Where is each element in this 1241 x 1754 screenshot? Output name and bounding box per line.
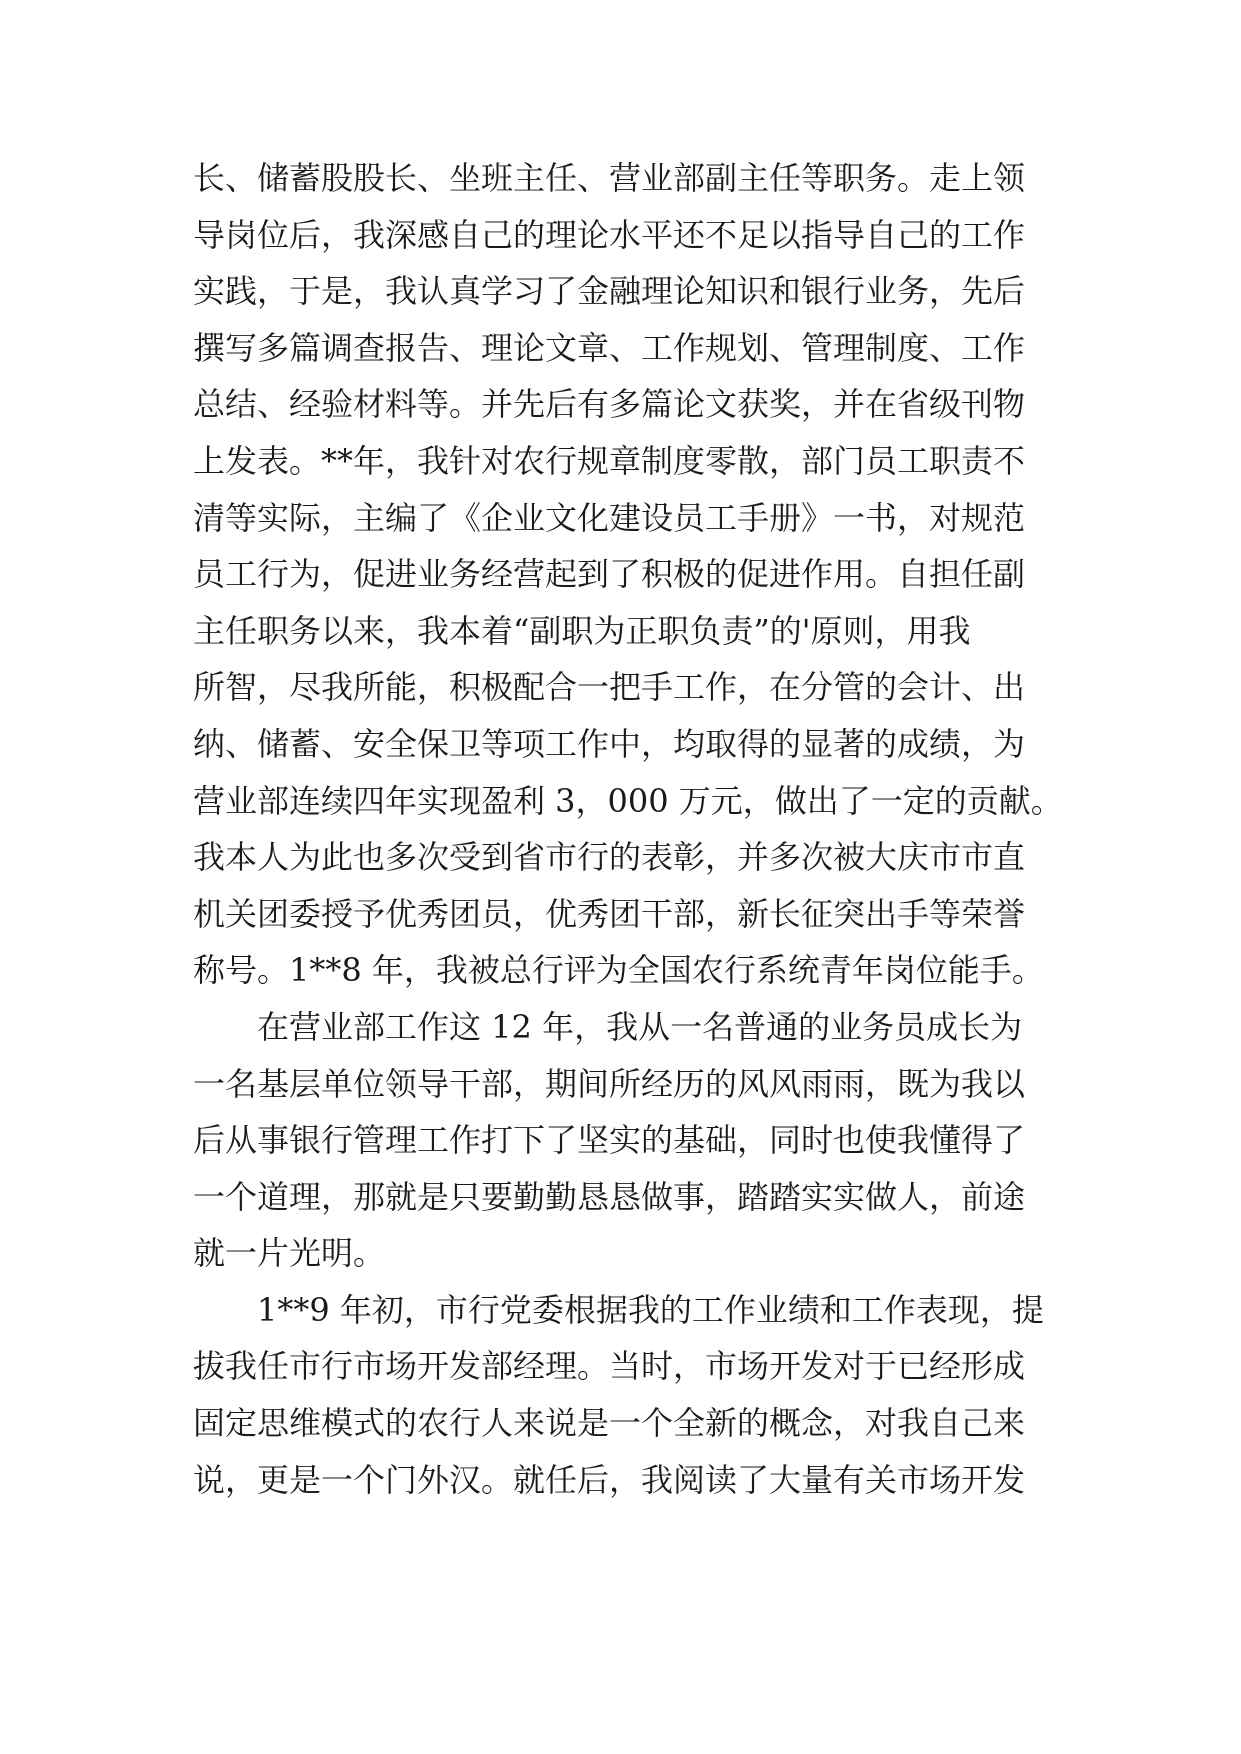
text-line: 总结、经验材料等。并先后有多篇论文获奖，并在省级刊物: [193, 385, 1026, 424]
text-line: 就一片光明。: [193, 1234, 386, 1273]
text-line: 一名基层单位领导干部，期间所经历的风风雨雨，既为我以: [193, 1064, 1026, 1103]
text-line: 导岗位后，我深感自己的理论水平还不足以指导自己的工作: [193, 215, 1026, 254]
text-line: 称号。1**8 年，我被总行评为全国农行系统青年岗位能手。: [193, 951, 1044, 990]
paragraph-start-line: 在营业部工作这 12 年，我从一名普通的业务员成长为: [257, 1007, 1023, 1046]
text-line: 所智，尽我所能，积极配合一把手工作，在分管的会计、出: [193, 668, 1026, 707]
body-text: [193, 150, 1073, 1508]
text-line: 营业部连续四年实现盈利 3，000 万元，做出了一定的贡献。: [193, 781, 1063, 820]
text-line: 机关团委授予优秀团员，优秀团干部，新长征突出手等荣誉: [193, 894, 1026, 933]
text-line: 固定思维模式的农行人来说是一个全新的概念，对我自己来: [193, 1404, 1026, 1443]
text-line: 说，更是一个门外汉。就任后，我阅读了大量有关市场开发: [193, 1460, 1026, 1499]
text-line: 拔我任市行市场开发部经理。当时，市场开发对于已经形成: [193, 1347, 1026, 1386]
text-line: 员工行为，促进业务经营起到了积极的促进作用。自担任副: [193, 555, 1026, 594]
text-line: 上发表。**年，我针对农行规章制度零散，部门员工职责不: [193, 441, 1026, 480]
text-line: 纳、储蓄、安全保卫等项工作中，均取得的显著的成绩，为: [193, 724, 1026, 763]
text-line: 清等实际，主编了《企业文化建设员工手册》一书，对规范: [193, 498, 1026, 537]
text-line: 主任职务以来，我本着“副职为正职负责”的'原则，用我: [193, 611, 971, 650]
text-line: 后从事银行管理工作打下了坚实的基础，同时也使我懂得了: [193, 1121, 1026, 1160]
paragraph-start-line: 1**9 年初，市行党委根据我的工作业绩和工作表现，提: [257, 1290, 1044, 1329]
text-line: 一个道理，那就是只要勤勤恳恳做事，踏踏实实做人，前途: [193, 1177, 1026, 1216]
text-line: 长、储蓄股股长、坐班主任、营业部副主任等职务。走上领: [193, 159, 1026, 197]
text-line: 实践，于是，我认真学习了金融理论知识和银行业务，先后: [193, 272, 1026, 311]
text-line: 我本人为此也多次受到省市行的表彰，并多次被大庆市市直: [193, 838, 1026, 877]
text-line: 撰写多篇调查报告、理论文章、工作规划、管理制度、工作: [193, 328, 1026, 367]
